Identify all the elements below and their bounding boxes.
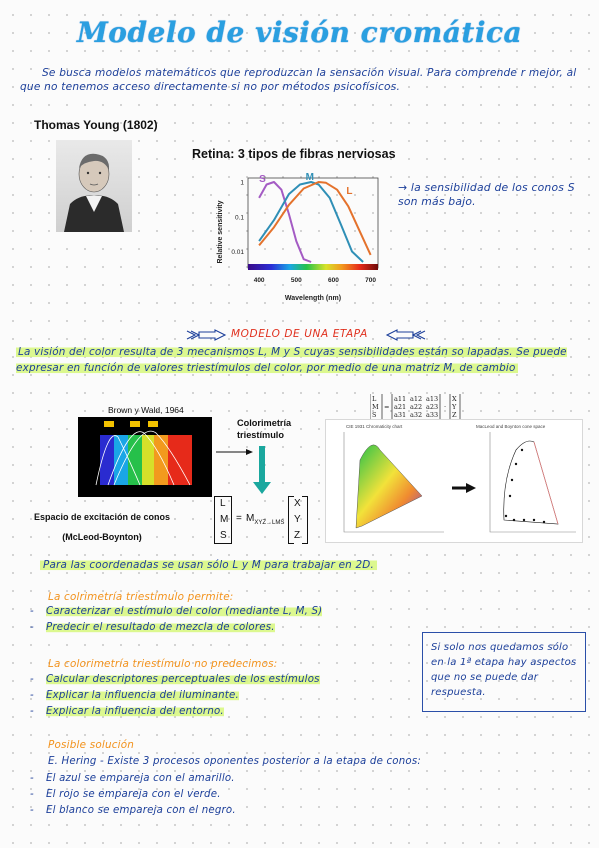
- box-note: Si solo nos quedamos sólo en la 1ª etapa hay aspectos que no se puede dar respuesta.: [422, 632, 586, 712]
- espacio-title: Espacio de excitación de conos: [34, 512, 171, 522]
- svg-text:a32: a32: [410, 411, 423, 419]
- cone-absorption-figure: [78, 417, 212, 497]
- list-item: - Predecir el resultado de mezcla de colores.: [30, 622, 275, 633]
- model-paragraph-text: La visión del color resulta de 3 mecanismos L, M y S cuyas sensibilidades están so lapadas. Se puede expresar en función de valores triestímulos del color, por medio de una matriz M, de cambio: [16, 346, 567, 374]
- svg-text:Y: Y: [452, 403, 457, 411]
- svg-text:M: M: [372, 403, 379, 411]
- list-item: - Explicar la influencia del entorno.: [30, 706, 224, 717]
- list-item: - Calcular descriptores perceptuales de los estímulos: [30, 674, 320, 685]
- connector-arrow-icon: [216, 449, 254, 455]
- down-arrow-icon: [252, 446, 272, 496]
- cone-s-note: → la sensibilidad de los conos S son más bajo.: [398, 181, 575, 208]
- svg-text:a31: a31: [394, 411, 407, 419]
- coords-sentence: Para las coordenadas se usan sólo L y M para trabajar en 2D.: [40, 559, 377, 571]
- arrow-left-icon: [185, 327, 229, 343]
- list-item: - El azul se empareja con el amarillo.: [30, 773, 235, 784]
- svg-text:·: ·: [444, 403, 447, 411]
- lms-S: S: [220, 530, 227, 541]
- list-item: - Caracterizar el estímulo del color (mediante L, M, S): [30, 606, 323, 617]
- svg-text:=: =: [384, 403, 390, 411]
- model-heading: [185, 327, 425, 343]
- series-label-M: M: [305, 172, 314, 183]
- cie-title: CIE 1931 Chromaticity chart: [346, 424, 403, 429]
- y-tick-label: 1: [240, 179, 244, 187]
- permite-heading: La colrimetría triestímulo permite:: [48, 591, 234, 603]
- matrix-equation-image: [370, 393, 490, 421]
- series-label-S: S: [259, 174, 266, 185]
- no-predecimos-list: [30, 672, 320, 720]
- solucion-list: [30, 771, 236, 819]
- svg-text:a13: a13: [426, 395, 439, 403]
- svg-text:L: L: [372, 395, 377, 403]
- model-heading-label: MODELO DE UNA ETAPA: [231, 328, 368, 340]
- young-label: Thomas Young (1802): [34, 118, 158, 132]
- brown-wald-label: Brown y Wald, 1964: [108, 405, 184, 415]
- cone-sensitivity-chart: [208, 170, 388, 310]
- svg-text:a21: a21: [394, 403, 407, 411]
- svg-text:a22: a22: [410, 403, 423, 411]
- svg-text:a12: a12: [410, 395, 423, 403]
- no-predecimos-heading: La colorimetría triestímulo no predecimos:: [48, 658, 278, 670]
- colorimetria-label: Colorimetría triestímulo: [237, 418, 292, 440]
- page-title: Modelo de visión cromática: [76, 16, 523, 49]
- x-tick-label: 700: [365, 277, 377, 284]
- x-tick-label: 400: [253, 277, 265, 284]
- svg-text:a33: a33: [426, 411, 439, 419]
- arrow-right-icon: [383, 327, 427, 343]
- spectrum-bar: [248, 264, 378, 270]
- solucion-heading: Posible solución: [48, 739, 135, 751]
- mcleod-label: (McLeod-Boynton): [62, 532, 142, 542]
- plot-frame: [248, 178, 378, 268]
- series-label-L: L: [346, 186, 353, 198]
- chromaticity-charts: [325, 419, 583, 543]
- hering-line: E. Hering - Existe 3 procesos oponentes posterior a la etapa de conos:: [48, 756, 421, 767]
- svg-text:a23: a23: [426, 403, 439, 411]
- x-tick-label: 500: [290, 277, 302, 284]
- permite-list: [30, 604, 322, 636]
- list-item: - Explicar la influencia del iluminante.: [30, 690, 239, 701]
- xyz-Z: Z: [294, 530, 301, 541]
- svg-text:X: X: [452, 395, 457, 403]
- matrix-label: M: [246, 513, 255, 524]
- y-tick-label: 0.1: [234, 214, 244, 222]
- list-item: - El blanco se empareja con el negro.: [30, 805, 236, 816]
- series-line-S: [259, 182, 311, 262]
- xyz-X: X: [294, 498, 301, 509]
- y-tick-label: 0.01: [231, 249, 244, 257]
- lms-L: L: [220, 498, 226, 509]
- svg-text:a11: a11: [394, 395, 407, 403]
- espacio-label: [34, 510, 170, 544]
- lms-matrix-equation: L M S = $M_{XYZ\to LMS}$ X Y Z: [212, 496, 308, 546]
- matrix-sub: XYZ→LMS: [254, 520, 285, 526]
- svg-text:S: S: [372, 411, 377, 419]
- model-paragraph: [16, 344, 584, 376]
- x-tick-label: 600: [327, 277, 339, 284]
- svg-text:Z: Z: [452, 411, 457, 419]
- mb-title: MacLeod and Boynton cone space: [476, 424, 546, 429]
- xyz-Y: Y: [294, 514, 301, 525]
- list-item: - El rojo se empareja con el verde.: [30, 789, 221, 800]
- thomas-young-portrait: [56, 140, 132, 232]
- x-axis-label: Wavelength (nm): [284, 295, 342, 302]
- intro-text: Se busca modelos matemáticos que reproduzcan la sensación visual. Para comprende r mejor, al que no tenemos acceso directamente si no por métodos psicofísicos.: [20, 67, 577, 93]
- lms-M: M: [220, 514, 229, 525]
- y-axis-label: Relative sensitivity: [217, 200, 224, 264]
- retina-title: Retina: 3 tipos de fibras nerviosas: [192, 147, 396, 161]
